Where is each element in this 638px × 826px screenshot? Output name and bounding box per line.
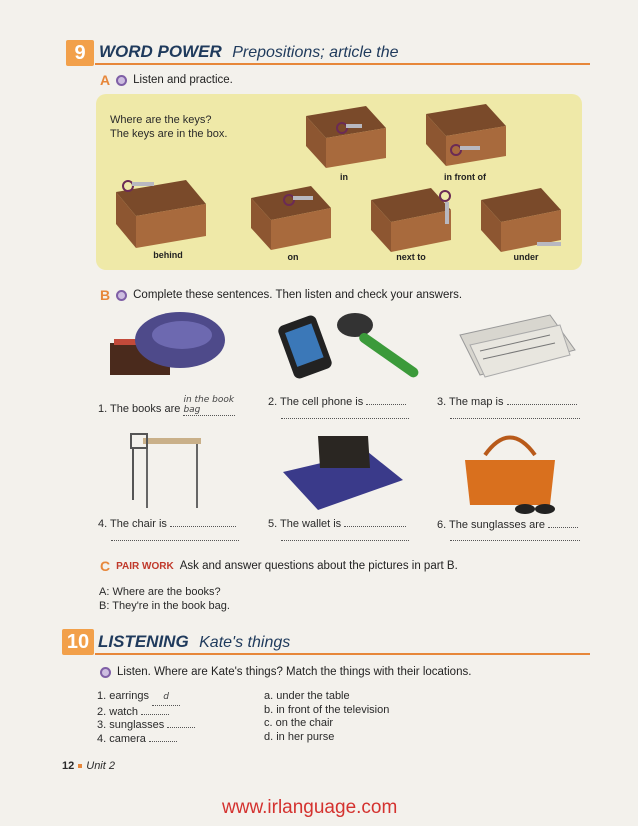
sentence-6-text: The sunglasses are — [449, 519, 546, 531]
part-c-header — [100, 558, 458, 574]
thing-answer[interactable] — [149, 741, 177, 742]
section-10-number: 10 — [62, 629, 94, 655]
handbag-sunglasses-picture — [455, 425, 570, 515]
unit-label: Unit 2 — [86, 760, 115, 772]
sentence-2-text: The cell phone is — [280, 396, 364, 408]
preposition-illustrations — [96, 94, 582, 270]
sentence-6-answer[interactable] — [548, 527, 578, 528]
section-10-title: LISTENING — [98, 632, 189, 651]
thing-label: watch — [109, 705, 138, 718]
thing-label: sunglasses — [109, 719, 165, 731]
section-10-heading — [98, 632, 290, 652]
thing-item — [97, 690, 195, 706]
cell-phone-brush-picture — [275, 305, 435, 380]
sentence-6 — [437, 519, 597, 531]
section-9-subtitle: Prepositions; article the — [232, 44, 399, 61]
box-in-illustration — [306, 106, 386, 168]
sentence-3-answer-line2[interactable] — [450, 418, 580, 419]
footer-url[interactable]: www.irlanguage.com — [222, 797, 398, 818]
label-under: under — [513, 252, 539, 262]
part-b-instruction: Complete these sentences. Then listen and check your answers. — [133, 289, 463, 301]
thing-number: 2. — [97, 705, 107, 718]
thing-item — [97, 706, 195, 720]
sentence-5-text: The wallet is — [280, 518, 342, 530]
sentence-5-answer[interactable] — [344, 526, 406, 527]
sentence-6-answer-line2[interactable] — [450, 540, 580, 541]
section-9-rule — [95, 63, 590, 65]
thing-answer[interactable] — [167, 727, 195, 728]
label-in: in — [340, 172, 348, 182]
sentence-1-text: The books are — [110, 403, 181, 415]
location-item: a. under the table — [264, 690, 350, 702]
sentence-4-text: The chair is — [110, 518, 167, 530]
audio-cd-icon[interactable] — [116, 290, 127, 301]
sentence-3 — [437, 396, 587, 408]
listening-instruction: Listen. Where are Kate's things? Match the things with their locations. — [117, 666, 472, 678]
label-next-to: next to — [396, 252, 426, 262]
page-number: 12 — [62, 760, 75, 772]
sentence-2-answer[interactable] — [366, 404, 406, 405]
part-b-letter: B — [100, 287, 111, 303]
sentence-1 — [98, 395, 248, 416]
sentence-4-answer-line2[interactable] — [111, 540, 239, 541]
sentence-3-number: 3. — [437, 396, 447, 408]
pair-work-tag: PAIR WORK — [116, 560, 174, 572]
thing-number: 4. — [97, 732, 107, 745]
part-c-instruction: Ask and answer questions about the pictures in part B. — [179, 560, 458, 572]
sentence-4-answer[interactable] — [170, 526, 236, 527]
things-list — [97, 690, 195, 746]
section-9-title: WORD POWER — [99, 42, 222, 61]
thing-answer[interactable]: d — [152, 691, 180, 706]
sentence-3-text: The map is — [449, 396, 504, 408]
sentence-5-answer-line2[interactable] — [281, 540, 409, 541]
location-item: d. in her purse — [264, 730, 335, 743]
sentence-2-answer-line2[interactable] — [281, 418, 409, 419]
audio-cd-icon[interactable] — [100, 667, 111, 678]
location-item: c. on the chair — [264, 717, 334, 729]
audio-cd-icon[interactable] — [116, 75, 127, 86]
sentence-5 — [268, 518, 418, 530]
sentence-6-number: 6. — [437, 519, 447, 531]
label-in-front-of: in front of — [444, 172, 486, 182]
box-on-illustration — [251, 186, 331, 250]
part-a-instruction: Listen and practice. — [133, 74, 233, 86]
part-b-header — [100, 287, 462, 303]
label-behind: behind — [153, 250, 183, 260]
thing-label: earrings — [109, 690, 149, 702]
part-c-dialog — [99, 585, 230, 613]
thing-item — [97, 733, 195, 747]
map-newspaper-picture — [450, 305, 580, 385]
sentence-2 — [268, 396, 418, 408]
thing-number: 3. — [97, 719, 107, 731]
location-item: b. in front of the television — [264, 703, 390, 716]
part-a-answer: The keys are in the box. — [110, 128, 228, 140]
book-bag-picture — [100, 305, 230, 385]
part-c-line-b: B: They're in the book bag. — [99, 600, 230, 612]
wallet-notebook-picture — [278, 432, 408, 514]
part-a-header — [100, 72, 233, 88]
box-in-front-of-illustration — [426, 104, 506, 166]
part-c-line-a: A: Where are the books? — [99, 586, 221, 598]
label-on: on — [287, 252, 299, 262]
thing-label: camera — [109, 732, 146, 745]
section-9-number: 9 — [66, 40, 94, 66]
locations-list — [264, 690, 389, 744]
thing-number: 1. — [97, 690, 107, 702]
part-a-question: Where are the keys? — [110, 114, 212, 126]
section-10-rule — [95, 653, 590, 655]
sentence-5-number: 5. — [268, 518, 278, 530]
sentence-4 — [98, 518, 248, 530]
section-9-heading — [99, 42, 399, 62]
listening-header — [100, 666, 471, 678]
section-10-subtitle: Kate's things — [199, 634, 291, 651]
box-behind-illustration — [116, 180, 206, 248]
sentence-1-answer[interactable]: in the book bag — [183, 395, 235, 415]
box-next-to-illustration — [371, 188, 451, 252]
part-a-letter: A — [100, 72, 111, 88]
sentence-3-answer[interactable] — [507, 404, 577, 405]
box-under-illustration — [481, 188, 561, 252]
page-footer — [62, 760, 115, 772]
sentence-1-number: 1. — [98, 403, 108, 415]
sentence-2-number: 2. — [268, 396, 278, 408]
thing-answer[interactable] — [141, 714, 169, 715]
thing-item — [97, 719, 195, 733]
chair-desk-picture — [125, 428, 205, 513]
sentence-4-number: 4. — [98, 518, 108, 530]
part-c-letter: C — [100, 558, 111, 574]
footer-bullet — [78, 764, 82, 768]
